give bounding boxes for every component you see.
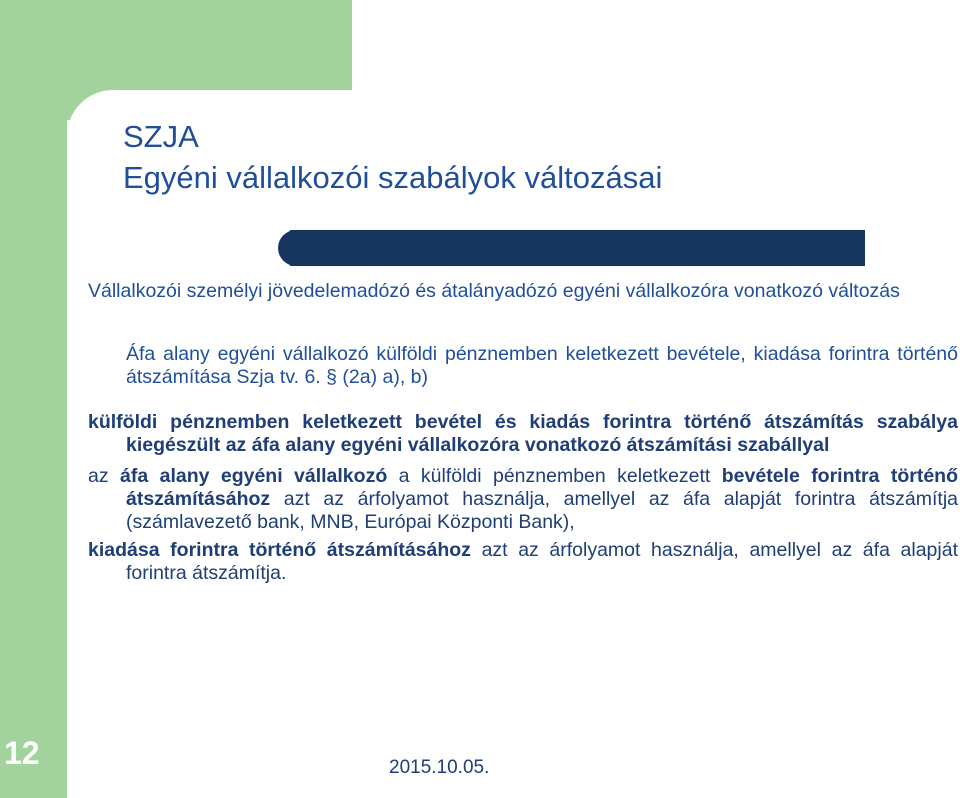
paragraph-3: külföldi pénznemben keletkezett bevétel és kiadás forintra történő átszámítás szabálya kiegészült az áfa alany egyéni vállalkozóra vonatkozó átszámítási szabállyal	[88, 411, 958, 456]
paragraph-5	[88, 539, 958, 585]
green-side-strip	[0, 0, 67, 798]
slide-title	[123, 116, 662, 198]
divider-bar	[290, 230, 865, 266]
p4-text-2: a külföldi pénznemben keletkezett	[398, 465, 711, 487]
footer-date: 2015.10.05.	[389, 757, 490, 778]
p4-text-1: az	[88, 465, 109, 487]
paragraph-2: Áfa alany egyéni vállalkozó külföldi pénznemben keletkezett bevétele, kiadása forintra történő átszámítása Szja tv. 6. § (2a) a), b)	[126, 343, 958, 388]
title-line-2: Egyéni vállalkozói szabályok változásai	[123, 160, 663, 195]
p5-bold: kiadása forintra történő átszámításához	[88, 539, 471, 561]
title-line-1: SZJA	[123, 119, 199, 154]
p4-bold-2: bevétele forintra történő átszámításához	[126, 465, 958, 510]
paragraph-1: Vállalkozói személyi jövedelemadózó és átalányadózó egyéni vállalkozóra vonatkozó változás	[88, 280, 900, 302]
slide-body	[88, 280, 958, 585]
page-number: 12	[4, 735, 40, 771]
p5-text: azt az árfolyamot használja, amellyel az áfa alapját forintra átszámítja.	[126, 539, 958, 584]
p4-text-3: azt az árfolyamot használja, amellyel az áfa alapját forintra átszámítja (számlavezető bank, MNB, Európai Központi Bank),	[126, 488, 958, 533]
paragraph-4	[88, 465, 958, 534]
p4-bold-1: áfa alany egyéni vállalkozó	[120, 465, 388, 487]
